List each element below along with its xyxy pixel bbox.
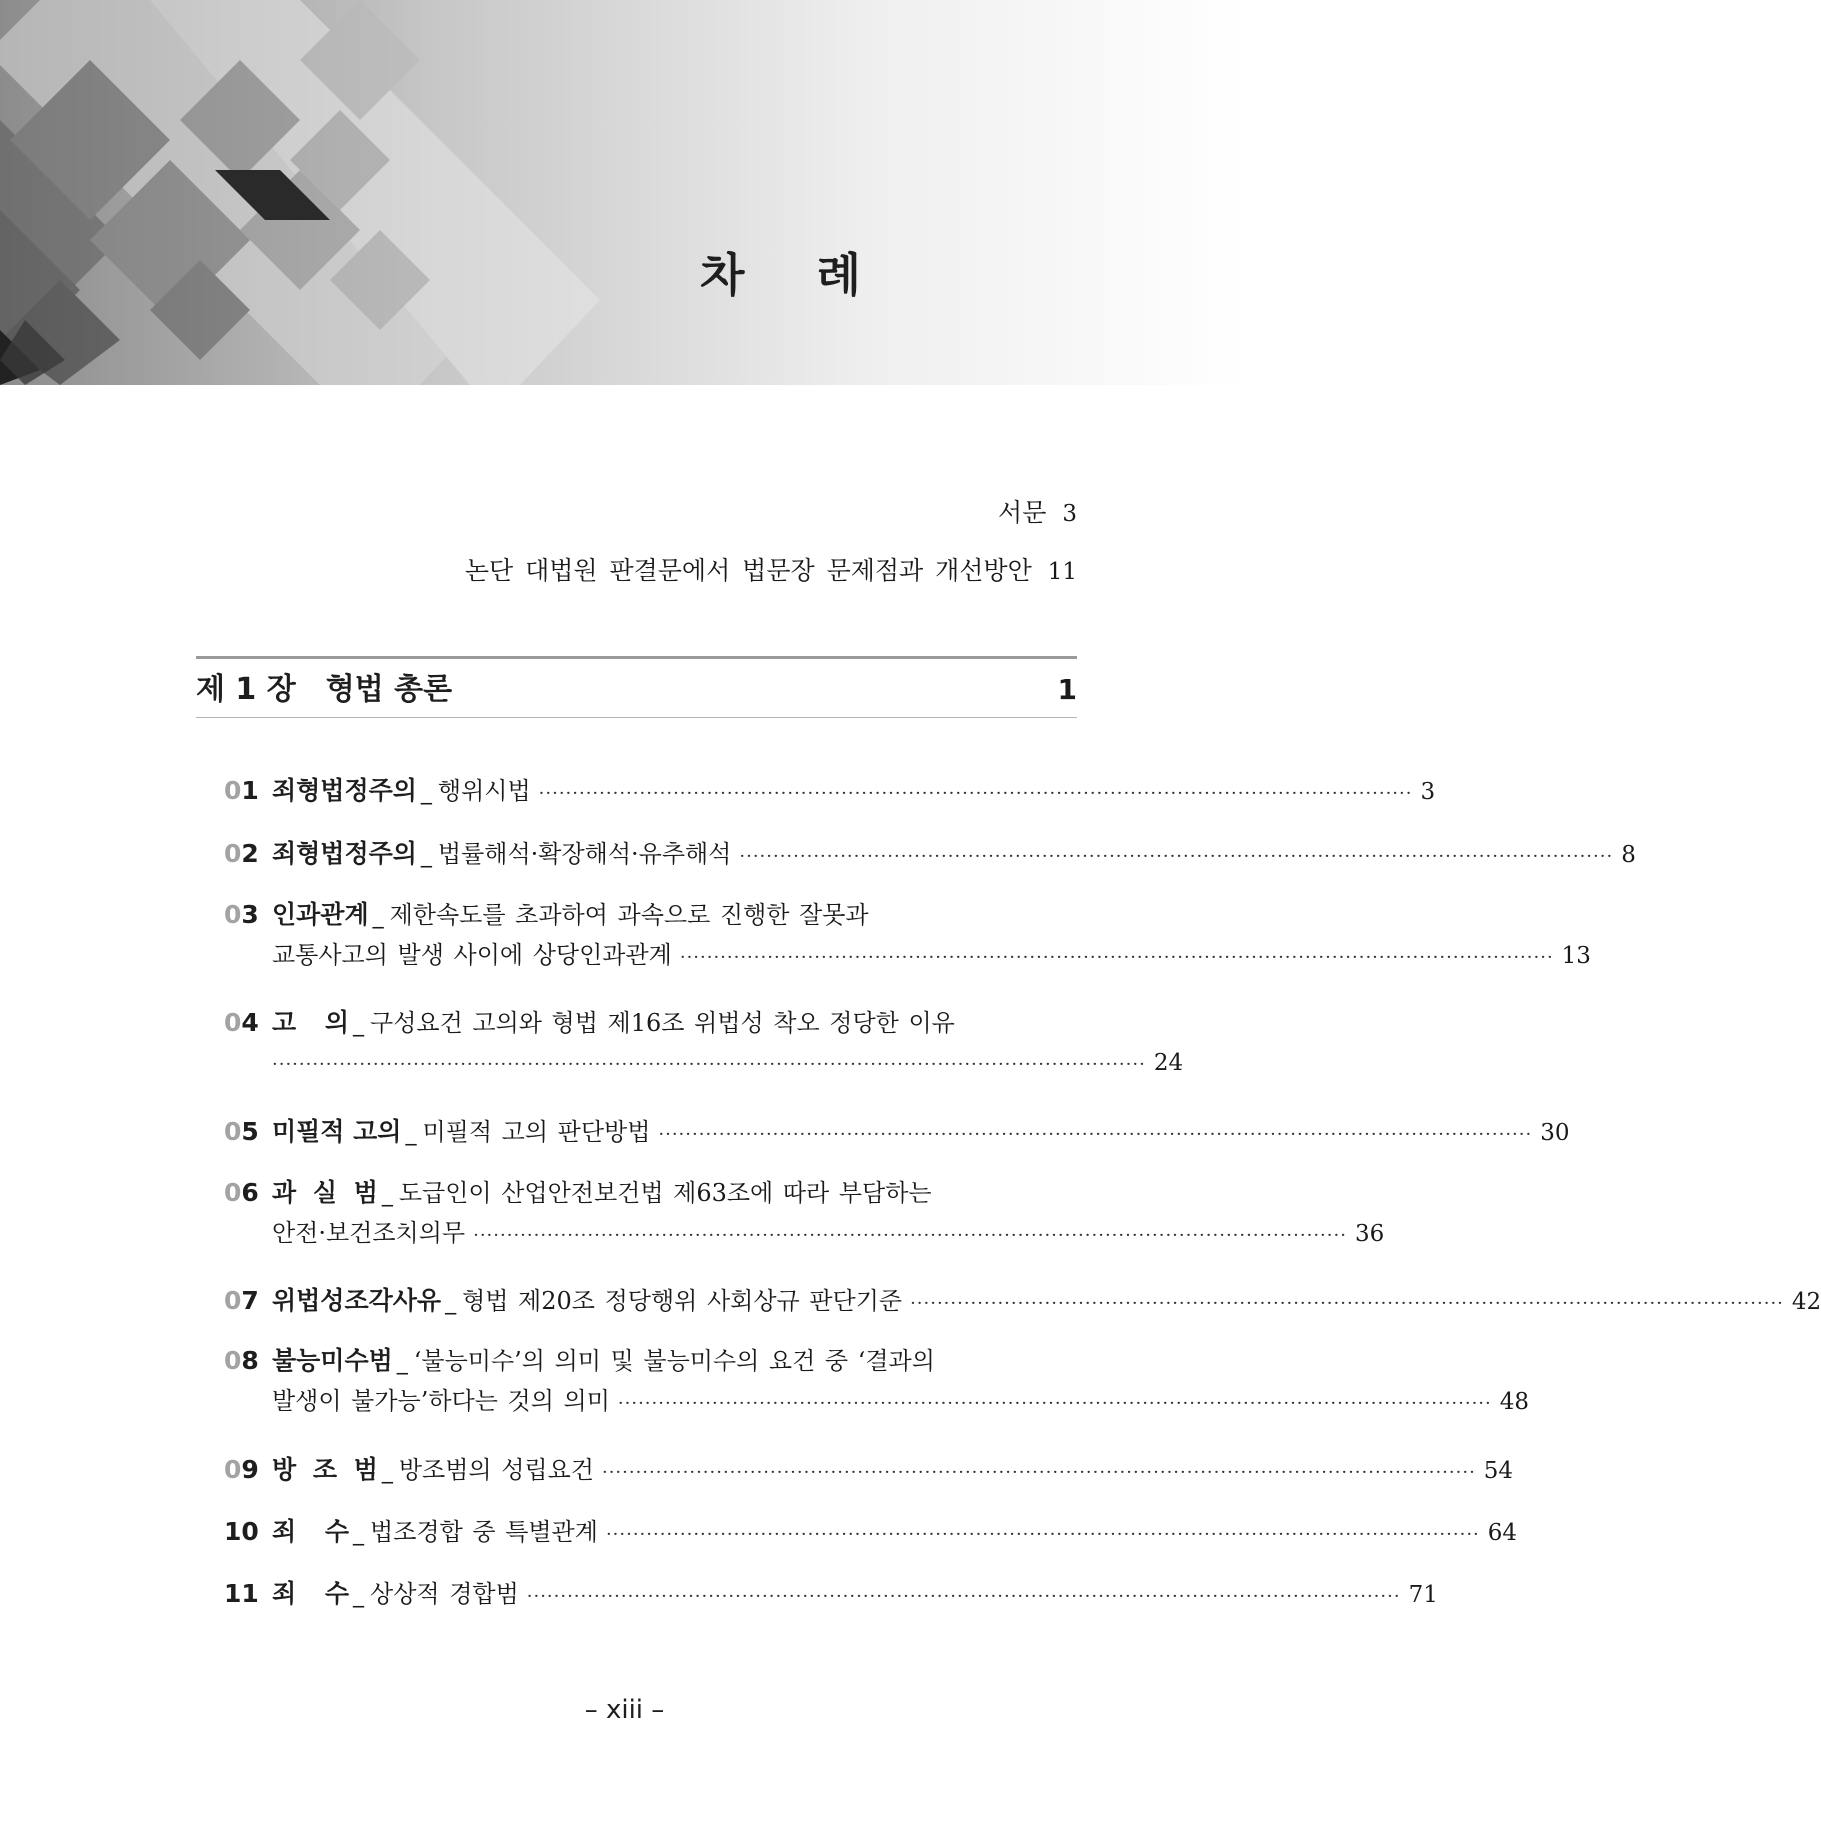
entry-page: 71 [1408,1582,1438,1608]
entry-separator: _ [381,1459,393,1484]
header-pattern-image [0,0,1249,385]
entry-subtitle-continued: 안전·보건조치의무 [272,1219,466,1247]
front-matter-label: 논단 대법원 판결문에서 법문장 문제점과 개선방안 [464,556,1032,585]
entry-page: 3 [1420,779,1436,805]
entry-page: 64 [1487,1520,1518,1546]
entry-separator: _ [396,1350,408,1375]
entry-page: 54 [1483,1458,1514,1484]
entry-separator: _ [353,1521,365,1546]
entry-subtitle: 법률해석·확장해석·유추해석 [437,840,732,868]
chapter-page: 1 [1057,673,1077,706]
toc-entry[interactable] [224,1112,1570,1152]
toc-entry[interactable] [224,1450,1514,1490]
entry-title: 죄 수 [272,1579,350,1608]
entry-subtitle: 형법 제20조 정당행위 사회상규 판단기준 [462,1287,903,1315]
entry-title: 과 실 범 [272,1178,378,1207]
entry-separator: _ [353,1583,365,1608]
chapter-heading[interactable] [196,667,452,713]
chapter-rule-top [196,656,1077,659]
entry-title: 죄형법정주의 [272,776,417,805]
toc-entry[interactable] [224,1512,1518,1552]
entry-page: 13 [1561,943,1591,969]
chapter-title: 형법 총론 [325,672,453,707]
entry-number: 01 [224,776,259,805]
toc-entry[interactable] [224,1341,1530,1421]
toc-entry[interactable] [224,771,1436,811]
entry-separator: _ [445,1290,457,1315]
toc-entry[interactable] [224,834,1636,874]
entry-title: 불능미수범 [272,1346,393,1375]
entry-separator: _ [420,780,432,805]
entry-subtitle: 미필적 고의 판단방법 [422,1118,651,1146]
front-matter-page: 11 [1047,559,1077,585]
entry-separator: _ [405,1121,417,1146]
toc-entry[interactable] [224,1173,1385,1253]
front-matter-item[interactable] [998,493,1077,534]
front-matter-item[interactable] [465,551,1077,592]
entry-title: 인과관계 [272,900,369,929]
dot-leader: ·································································································································· [910,1293,1784,1314]
entry-number: 05 [224,1117,259,1146]
dot-leader: ·································································································································· [538,783,1413,804]
entry-number: 03 [224,900,259,929]
page-number-footer: – xiii – [584,1695,665,1725]
dot-leader: ·································································································································· [272,1054,1146,1075]
entry-subtitle: 법조경합 중 특별관계 [370,1518,598,1546]
front-matter-page: 3 [1062,501,1077,527]
entry-number: 06 [224,1178,259,1207]
entry-number: 11 [224,1579,259,1608]
dot-leader: ·································································································································· [679,947,1554,968]
toc-entry[interactable] [224,1281,1821,1321]
entry-page: 36 [1354,1221,1385,1247]
entry-subtitle: 제한속도를 초과하여 과속으로 진행한 잘못과 [389,901,869,929]
entry-subtitle: 도급인이 산업안전보건법 제63조에 따라 부담하는 [398,1179,932,1207]
entry-number: 10 [224,1517,259,1546]
dot-leader: ·································································································································· [658,1124,1533,1145]
dot-leader: ·································································································································· [739,846,1614,867]
dot-leader: ·································································································································· [605,1524,1480,1545]
entry-separator: _ [381,1182,393,1207]
entry-number: 09 [224,1455,259,1484]
entry-title: 미필적 고의 [272,1117,402,1146]
entry-subtitle-continued: 교통사고의 발생 사이에 상당인과관계 [272,941,672,969]
dot-leader: ·································································································································· [617,1393,1492,1414]
page-title: 차 례 [700,248,889,302]
toc-entry[interactable] [224,1003,1184,1083]
entry-subtitle: 구성요건 고의와 형법 제16조 위법성 착오 정당한 이유 [370,1009,955,1037]
entry-separator: _ [420,843,432,868]
entry-separator: _ [353,1012,365,1037]
dot-leader: ·································································································································· [473,1225,1347,1246]
toc-entry[interactable] [224,1574,1438,1614]
toc-entry[interactable] [224,895,1591,975]
entry-subtitle: 방조범의 성립요건 [398,1456,594,1484]
chapter-rule-bottom [196,717,1077,718]
entry-title: 방 조 범 [272,1455,378,1484]
entry-subtitle-continued: 발생이 불가능’하다는 것의 의미 [272,1387,610,1415]
entry-title: 죄형법정주의 [272,839,417,868]
entry-separator: _ [372,904,384,929]
entry-page: 48 [1499,1389,1530,1415]
entry-title: 고 의 [272,1008,350,1037]
entry-number: 07 [224,1286,259,1315]
entry-subtitle: 행위시법 [437,777,531,805]
entry-subtitle: 상상적 경합범 [370,1580,519,1608]
entry-page: 8 [1621,842,1636,868]
entry-title: 위법성조각사유 [272,1286,442,1315]
chapter-number: 제 1 장 [196,672,296,707]
front-matter-label: 서문 [998,498,1047,527]
entry-page: 30 [1540,1120,1570,1146]
entry-title: 죄 수 [272,1517,350,1546]
entry-page: 42 [1791,1289,1821,1315]
dot-leader: ·································································································································· [526,1586,1401,1607]
dot-leader: ·································································································································· [601,1462,1476,1483]
entry-subtitle: ‘불능미수’의 의미 및 불능미수의 요건 중 ‘결과의 [413,1347,935,1375]
entry-page: 24 [1153,1050,1184,1076]
entry-number: 02 [224,839,259,868]
entry-number: 08 [224,1346,259,1375]
entry-number: 04 [224,1008,259,1037]
